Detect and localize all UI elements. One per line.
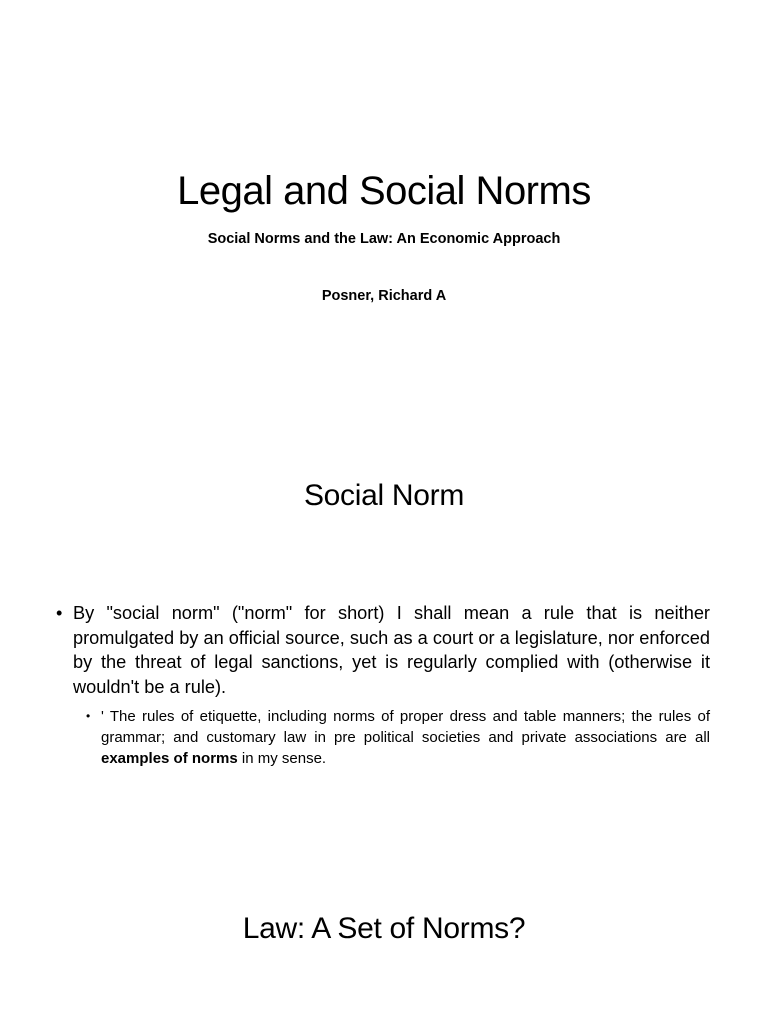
sub-bullet-marker: • bbox=[86, 709, 91, 723]
bullet-item bbox=[56, 601, 710, 699]
sub-bullet-text bbox=[101, 706, 710, 769]
sub-bullet-text-bold: examples of norms bbox=[101, 750, 238, 767]
bullet-marker: • bbox=[56, 603, 63, 623]
page-title: Legal and Social Norms bbox=[177, 169, 591, 213]
bullet-text: By "social norm" ("norm" for short) I shall mean a rule that is neither promulgated by an official source, such as a court or a legislature, nor enforced by the threat of legal sanctions, yet is regularly complied with (otherwise it wouldn't be a rule). bbox=[73, 603, 710, 697]
sub-bullet-text-plain: ' The rules of etiquette, including norms of proper dress and table manners; the rules of grammar; and customary law in pre political societies and private associations are all bbox=[101, 708, 710, 746]
subtitle: Social Norms and the Law: An Economic Approach bbox=[207, 231, 561, 247]
section-title-law: Law: A Set of Norms? bbox=[242, 912, 526, 945]
sub-bullet-text-end: in my sense. bbox=[237, 750, 327, 767]
sub-bullet-item bbox=[86, 706, 710, 769]
author: Posner, Richard A bbox=[321, 288, 447, 304]
section-title-social-norm: Social Norm bbox=[303, 479, 465, 512]
